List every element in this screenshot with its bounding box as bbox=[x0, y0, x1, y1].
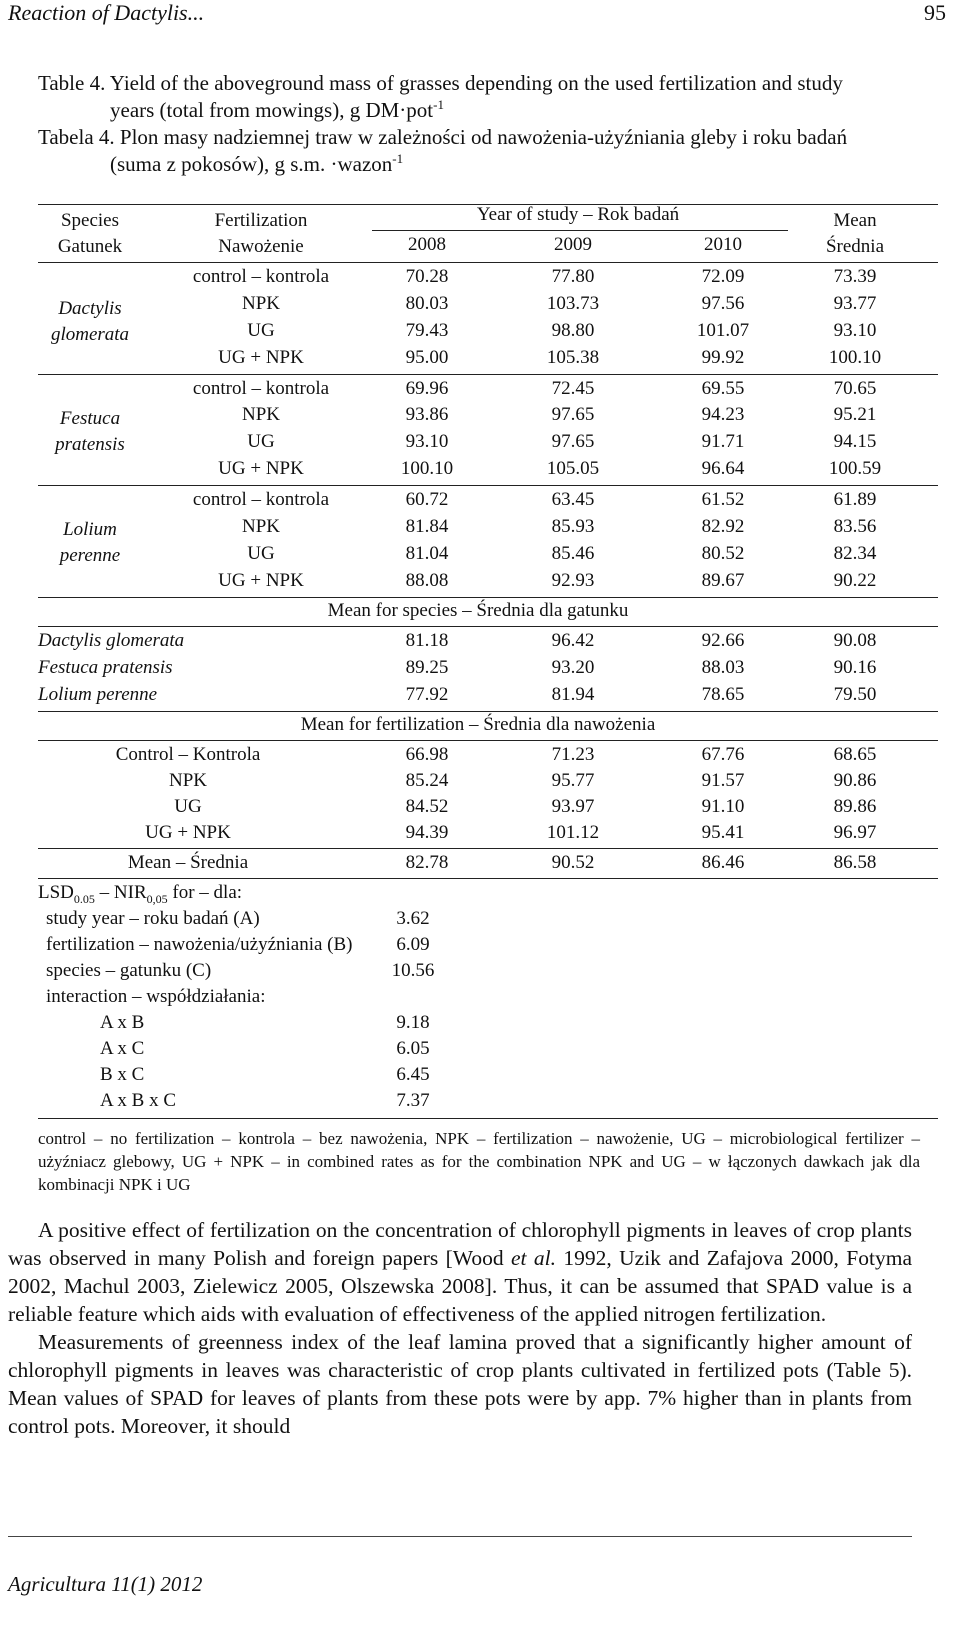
section-rule bbox=[38, 626, 938, 627]
value-2010: 95.41 bbox=[701, 822, 745, 843]
fert-label: UG + NPK bbox=[218, 458, 304, 479]
species-name-line1: Lolium bbox=[63, 519, 117, 540]
value-2010: 89.67 bbox=[701, 570, 745, 591]
value-2009: 81.94 bbox=[551, 684, 595, 705]
value-2009: 96.42 bbox=[551, 630, 595, 651]
header-mean-en: Mean bbox=[833, 210, 877, 231]
value-2010: 91.57 bbox=[701, 770, 745, 791]
caption-en-line2-text: years (total from mowings), g DM·pot bbox=[110, 98, 434, 122]
lsd-item-label: fertilization – nawożenia/użyźniania (B) bbox=[46, 934, 353, 955]
value-2008: 94.39 bbox=[405, 822, 449, 843]
lsd-item-value: 3.62 bbox=[396, 908, 430, 929]
lsd-item-label: species – gatunku (C) bbox=[46, 960, 212, 981]
species-name-line1: Festuca bbox=[59, 408, 121, 429]
fert-label: UG + NPK bbox=[218, 570, 304, 591]
species-dactylis bbox=[38, 296, 142, 348]
lsd-item-label: study year – roku badań (A) bbox=[46, 908, 260, 929]
caption-en-line1: Table 4. Yield of the aboveground mass of grasses depending on the used fertilization and study bbox=[38, 71, 843, 95]
value-mean: 90.86 bbox=[833, 770, 877, 791]
et-al: et al. bbox=[511, 1246, 556, 1270]
value-mean: 93.10 bbox=[833, 320, 877, 341]
caption-pl-unit-exponent: -1 bbox=[392, 151, 404, 166]
value-2010: 78.65 bbox=[701, 684, 745, 705]
value-2008: 69.96 bbox=[405, 378, 449, 399]
value-2008: 88.08 bbox=[405, 570, 449, 591]
value-2010: 86.46 bbox=[701, 852, 745, 873]
species-name-line1: Dactylis bbox=[58, 298, 122, 319]
table-caption bbox=[38, 70, 938, 178]
value-mean: 73.39 bbox=[833, 266, 877, 287]
lsd-subscript: 0.05 bbox=[73, 891, 95, 906]
value-2009: 105.05 bbox=[546, 458, 600, 479]
lsd-item-value: 6.09 bbox=[396, 934, 430, 955]
header-mean bbox=[790, 208, 920, 260]
value-mean: 89.86 bbox=[833, 796, 877, 817]
value-mean: 90.08 bbox=[833, 630, 877, 651]
value-2008: 81.18 bbox=[405, 630, 449, 651]
header-fert-pl: Nawożenie bbox=[218, 236, 304, 257]
value-2008: 89.25 bbox=[405, 657, 449, 678]
value-2008: 84.52 bbox=[405, 796, 449, 817]
interaction-label: A x B x C bbox=[100, 1090, 177, 1111]
value-2009: 71.23 bbox=[551, 744, 595, 765]
interaction-value: 9.18 bbox=[396, 1012, 430, 1033]
value-2009: 85.93 bbox=[551, 516, 595, 537]
fert-label: NPK bbox=[241, 516, 280, 537]
value-2008: 93.86 bbox=[405, 404, 449, 425]
species-mean-label: Dactylis glomerata bbox=[38, 630, 185, 651]
value-2009: 95.77 bbox=[551, 770, 595, 791]
value-2008: 81.04 bbox=[405, 543, 449, 564]
fert-mean-label: UG bbox=[174, 796, 202, 817]
value-2008: 100.10 bbox=[400, 458, 454, 479]
page-number: 95 bbox=[924, 0, 946, 25]
value-2009: 77.80 bbox=[551, 266, 595, 287]
value-2009: 92.93 bbox=[551, 570, 595, 591]
species-name-line2: pratensis bbox=[55, 434, 125, 455]
journal-footer: Agricultura 11(1) 2012 bbox=[8, 1572, 203, 1596]
interaction-label: B x C bbox=[100, 1064, 145, 1085]
value-2009: 85.46 bbox=[551, 543, 595, 564]
interaction-value: 6.05 bbox=[396, 1038, 430, 1059]
interaction-label: A x C bbox=[100, 1038, 145, 1059]
value-mean: 61.89 bbox=[833, 489, 877, 510]
overall-mean-label: Mean – Średnia bbox=[127, 852, 249, 873]
value-2010: 97.56 bbox=[701, 293, 745, 314]
value-mean: 83.56 bbox=[833, 516, 877, 537]
value-mean: 70.65 bbox=[833, 378, 877, 399]
paragraph-1 bbox=[8, 1216, 912, 1328]
group-separator bbox=[38, 374, 938, 375]
value-2010: 99.92 bbox=[701, 347, 745, 368]
group-separator bbox=[38, 485, 938, 486]
value-2009: 63.45 bbox=[551, 489, 595, 510]
value-2010: 92.66 bbox=[701, 630, 745, 651]
interaction-label: A x B bbox=[100, 1012, 145, 1033]
fert-label: NPK bbox=[241, 404, 280, 425]
footer-rule bbox=[8, 1536, 912, 1537]
value-2009: 93.20 bbox=[551, 657, 595, 678]
value-2010: 69.55 bbox=[701, 378, 745, 399]
header-2008: 2008 bbox=[408, 234, 446, 255]
value-2008: 70.28 bbox=[405, 266, 449, 287]
paragraph-1-part-b: 1992, Uzik and Zafajova 2000, Fotyma 2002, Machul 2003, Zielewicz 2005, Olszewska 2008]. Thus, it can be assumed that SPAD value is a reliable feature which aids with evaluation of effectiveness of the applied nitrogen fertilization. bbox=[8, 1246, 912, 1326]
fert-mean-label: Control – Kontrola bbox=[115, 744, 261, 765]
table-bottom-rule bbox=[38, 1118, 938, 1119]
fert-mean-label: NPK bbox=[168, 770, 207, 791]
value-2008: 79.43 bbox=[405, 320, 449, 341]
running-title: Reaction of Dactylis... bbox=[8, 0, 205, 25]
value-2008: 66.98 bbox=[405, 744, 449, 765]
value-2009: 101.12 bbox=[546, 822, 600, 843]
header-mean-pl: Średnia bbox=[825, 236, 885, 257]
value-2009: 103.73 bbox=[546, 293, 600, 314]
value-mean: 96.97 bbox=[833, 822, 877, 843]
header-year-of-study: Year of study – Rok badań bbox=[476, 204, 680, 225]
nir-abbr: – NIR bbox=[94, 882, 147, 903]
interaction-value: 6.45 bbox=[396, 1064, 430, 1085]
value-2008: 81.84 bbox=[405, 516, 449, 537]
value-2010: 88.03 bbox=[701, 657, 745, 678]
lsd-abbr: LSD bbox=[38, 882, 74, 903]
species-mean-title: Mean for species – Średnia dla gatunku bbox=[327, 600, 629, 621]
value-2008: 85.24 bbox=[405, 770, 449, 791]
value-2008: 60.72 bbox=[405, 489, 449, 510]
value-2010: 82.92 bbox=[701, 516, 745, 537]
value-mean: 90.22 bbox=[833, 570, 877, 591]
fert-label: UG + NPK bbox=[218, 347, 304, 368]
value-2010: 91.10 bbox=[701, 796, 745, 817]
value-mean: 82.34 bbox=[833, 543, 877, 564]
value-2010: 96.64 bbox=[701, 458, 745, 479]
header-fert-en: Fertilization bbox=[214, 210, 308, 231]
value-mean: 93.77 bbox=[833, 293, 877, 314]
species-name-line2: glomerata bbox=[50, 324, 130, 345]
fert-mean-label: UG + NPK bbox=[145, 822, 231, 843]
fert-label: control – kontrola bbox=[192, 489, 330, 510]
value-2009: 93.97 bbox=[551, 796, 595, 817]
value-2009: 98.80 bbox=[551, 320, 595, 341]
header-bottom-rule bbox=[38, 262, 938, 263]
value-2008: 80.03 bbox=[405, 293, 449, 314]
value-mean: 95.21 bbox=[833, 404, 877, 425]
value-mean: 94.15 bbox=[833, 431, 877, 452]
species-mean-label: Lolium perenne bbox=[38, 684, 158, 705]
value-mean: 86.58 bbox=[833, 852, 877, 873]
value-2010: 101.07 bbox=[696, 320, 750, 341]
value-2010: 72.09 bbox=[701, 266, 745, 287]
header-year-underline bbox=[372, 230, 788, 231]
header-2010: 2010 bbox=[704, 234, 742, 255]
fert-label: control – kontrola bbox=[192, 266, 330, 287]
lsd-item-value: 10.56 bbox=[391, 960, 435, 981]
fert-mean-title: Mean for fertilization – Średnia dla nawożenia bbox=[300, 714, 656, 735]
value-2009: 90.52 bbox=[551, 852, 595, 873]
paragraph-2: Measurements of greenness index of the leaf lamina proved that a significantly higher amount of chlorophyll pigments in leaves was characteristic of crop plants cultivated in fertilized pots (Table 5). Mean values of SPAD for leaves of plants from these pots were by app. 7% higher than in plants from control pots. Moreover, it should bbox=[8, 1330, 912, 1438]
value-2010: 67.76 bbox=[701, 744, 745, 765]
value-2009: 72.45 bbox=[551, 378, 595, 399]
caption-en-unit-exponent: -1 bbox=[433, 97, 444, 112]
value-mean: 100.10 bbox=[828, 347, 882, 368]
value-mean: 100.59 bbox=[828, 458, 882, 479]
group-separator bbox=[38, 597, 938, 598]
header-species-en: Species bbox=[60, 210, 120, 231]
value-2010: 80.52 bbox=[701, 543, 745, 564]
caption-pl-line2-text: (suma z pokosów), g s.m. ·wazon bbox=[110, 152, 393, 176]
caption-pl-line1: Tabela 4. Plon masy nadziemnej traw w zależności od nawożenia-użyźniania gleby i roku badań bbox=[38, 125, 848, 149]
value-mean: 68.65 bbox=[833, 744, 877, 765]
value-2010: 61.52 bbox=[701, 489, 745, 510]
fert-label: UG bbox=[247, 543, 275, 564]
header-species bbox=[38, 208, 142, 260]
value-mean: 90.16 bbox=[833, 657, 877, 678]
fert-label: control – kontrola bbox=[192, 378, 330, 399]
section-rule bbox=[38, 740, 938, 741]
fert-label: UG bbox=[247, 431, 275, 452]
value-2008: 95.00 bbox=[405, 347, 449, 368]
caption-pl-line2 bbox=[38, 151, 938, 178]
section-rule bbox=[38, 848, 938, 849]
species-name-line2: perenne bbox=[59, 545, 121, 566]
header-fertilization bbox=[158, 208, 364, 260]
value-2008: 82.78 bbox=[405, 852, 449, 873]
value-mean: 79.50 bbox=[833, 684, 877, 705]
species-festuca bbox=[38, 406, 142, 458]
table-footnote: control – no fertilization – kontrola – bez nawożenia, NPK – fertilization – nawożenie, UG – microbiological fertilizer – użyźniacz glebowy, UG + NPK – in combined rates as for the combination NPK and UG – w łączonych dawkach jak dla kombinacji NPK i UG bbox=[38, 1129, 920, 1194]
value-2008: 77.92 bbox=[405, 684, 449, 705]
species-mean-label: Festuca pratensis bbox=[38, 657, 173, 678]
value-2008: 93.10 bbox=[405, 431, 449, 452]
section-rule bbox=[38, 711, 938, 712]
section-rule bbox=[38, 878, 938, 879]
value-2009: 97.65 bbox=[551, 431, 595, 452]
interaction-value: 7.37 bbox=[396, 1090, 430, 1111]
value-2010: 94.23 bbox=[701, 404, 745, 425]
nir-subscript: 0,05 bbox=[146, 891, 168, 906]
value-2009: 105.38 bbox=[546, 347, 600, 368]
paragraph-1-part-a: A positive effect of fertilization on the concentration of chlorophyll pigments in leaves of crop plants was observed in many Polish and foreign papers [Wood bbox=[8, 1218, 912, 1270]
lsd-item-label: interaction – współdziałania: bbox=[46, 986, 266, 1007]
header-2009: 2009 bbox=[554, 234, 592, 255]
caption-en-line2 bbox=[38, 97, 938, 124]
value-2009: 97.65 bbox=[551, 404, 595, 425]
species-lolium bbox=[38, 517, 142, 569]
body-text bbox=[8, 1216, 912, 1440]
lsd-heading bbox=[38, 882, 242, 904]
header-species-pl: Gatunek bbox=[57, 236, 123, 257]
lsd-for: for – dla: bbox=[167, 882, 243, 903]
value-2010: 91.71 bbox=[701, 431, 745, 452]
fert-label: UG bbox=[247, 320, 275, 341]
fert-label: NPK bbox=[241, 293, 280, 314]
